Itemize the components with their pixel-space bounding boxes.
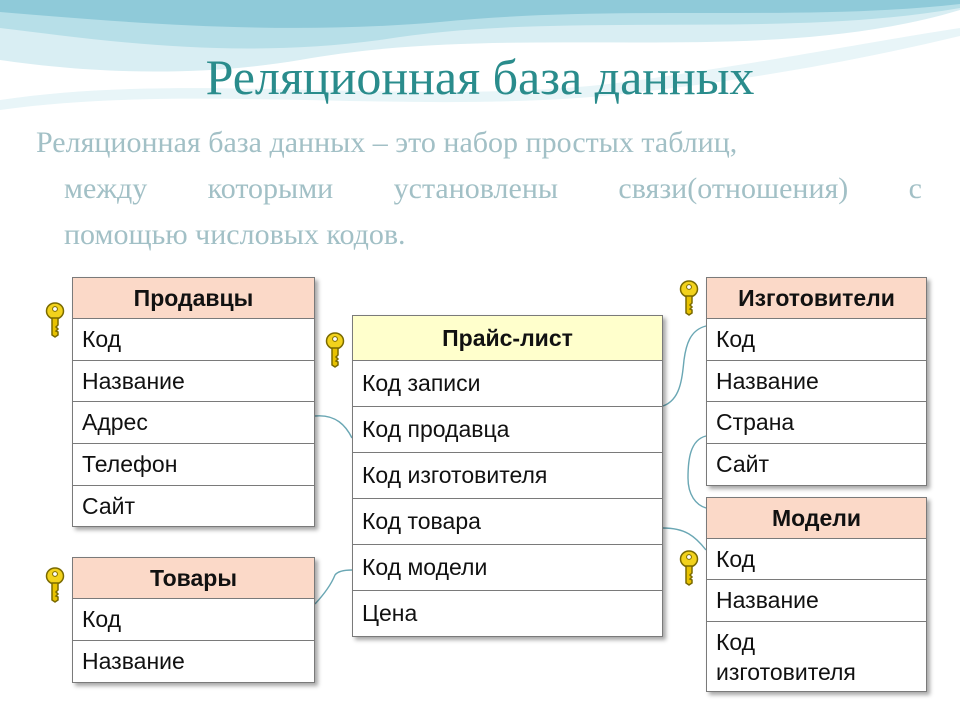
table-field: Название [72, 641, 315, 683]
table-field: Код продавца [352, 407, 663, 453]
table-field: Страна [706, 402, 927, 444]
table-field: Название [706, 580, 927, 622]
key-icon [324, 332, 346, 368]
table-field-line: Код [716, 628, 756, 655]
table-field: Адрес [72, 402, 315, 444]
table-header: Модели [706, 497, 927, 539]
table-field: Сайт [706, 444, 927, 486]
link-makers-models [688, 436, 706, 508]
table-header: Изготовители [706, 277, 927, 319]
table-pricelist [352, 315, 663, 637]
key-icon [678, 280, 700, 316]
table-field: Код [706, 319, 927, 361]
table-makers [706, 277, 927, 486]
link-goods-pricelist [315, 570, 352, 604]
table-header: Товары [72, 557, 315, 599]
table-field: Код [72, 599, 315, 641]
table-models [706, 497, 927, 692]
key-icon [44, 302, 66, 338]
description-line: Реляционная база данных – это набор простых таблиц, [36, 126, 738, 159]
table-field: Телефон [72, 444, 315, 486]
table-field: Код модели [352, 545, 663, 591]
page-title: Реляционная база данных [205, 49, 755, 105]
table-field: Цена [352, 591, 663, 637]
key-icon [44, 567, 66, 603]
link-sellers-pricelist [315, 416, 352, 438]
description-line: помощью числовых кодов. [64, 218, 406, 251]
table-field: Код записи [352, 361, 663, 407]
link-makers-pricelist [663, 326, 706, 406]
key-icon [678, 550, 700, 586]
table-field: Код [72, 319, 315, 361]
description [36, 120, 922, 258]
table-sellers [72, 277, 315, 527]
table-header: Прайс-лист [352, 315, 663, 361]
table-goods [72, 557, 315, 683]
table-field: Код [706, 539, 927, 580]
table-field: Название [72, 361, 315, 402]
table-field [706, 622, 927, 692]
table-field-line: изготовителя [716, 658, 856, 685]
table-field: Код изготовителя [352, 453, 663, 499]
description-line: между которыми установлены связи(отношения) с [64, 172, 922, 205]
table-field: Название [706, 361, 927, 402]
link-pricelist-models [663, 528, 706, 550]
table-field: Код товара [352, 499, 663, 545]
table-header: Продавцы [72, 277, 315, 319]
table-field: Сайт [72, 486, 315, 527]
